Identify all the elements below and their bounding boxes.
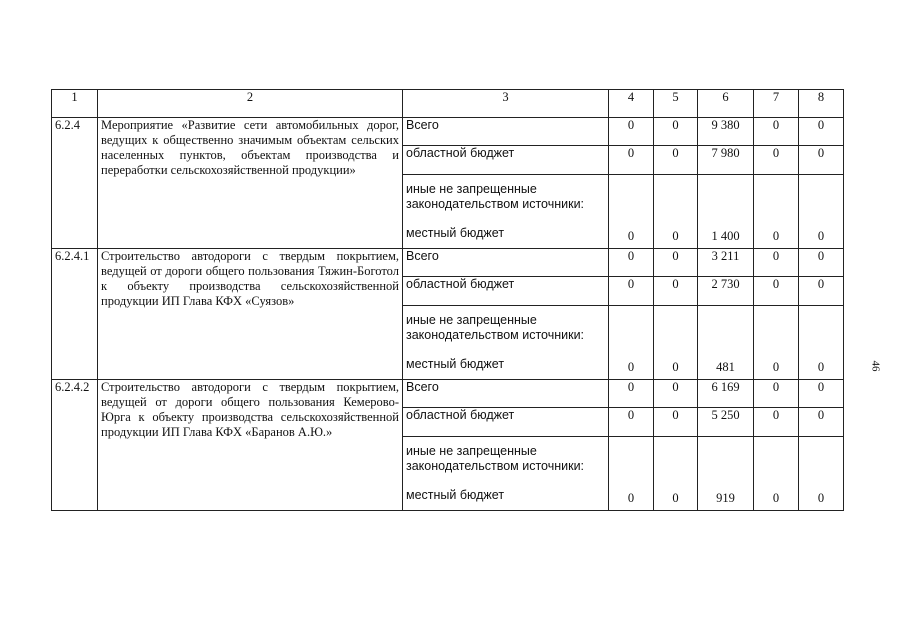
table-row [52, 118, 844, 146]
value-cell: 9 380 [698, 118, 754, 146]
source-other-local-label [403, 437, 609, 511]
value-cell: 0 [654, 437, 698, 511]
value-cell: 0 [654, 277, 698, 306]
item-description: Строительство автодороги с твердым покрытием, ведущей от дороги общего пользования Кемерово-Юрга к объекту производства сельскохозяйственной продукции ИП Глава КФХ «Баранов А.Ю.» [98, 380, 403, 511]
value-cell: 0 [609, 277, 654, 306]
value-cell: 0 [609, 118, 654, 146]
value-cell: 0 [609, 408, 654, 437]
value-cell: 0 [609, 437, 654, 511]
value-cell: 0 [754, 175, 799, 249]
value-cell: 0 [754, 408, 799, 437]
budget-table [51, 89, 844, 511]
value-cell: 0 [654, 306, 698, 380]
source-other-label: иные не запрещенные законодательством источники: [406, 444, 585, 473]
value-cell: 0 [799, 175, 844, 249]
source-other-local-label [403, 175, 609, 249]
value-cell: 0 [754, 146, 799, 175]
item-number: 6.2.4.2 [52, 380, 98, 511]
source-total-label: Всего [403, 380, 609, 408]
value-cell: 0 [754, 118, 799, 146]
value-cell: 0 [609, 306, 654, 380]
value-cell: 0 [609, 380, 654, 408]
source-regional-label: областной бюджет [403, 408, 609, 437]
value-cell: 0 [654, 118, 698, 146]
value-cell: 0 [609, 175, 654, 249]
header-cell: 4 [609, 90, 654, 118]
value-cell: 0 [799, 306, 844, 380]
value-cell: 0 [654, 408, 698, 437]
source-local-label: местный бюджет [406, 357, 505, 371]
value-cell: 3 211 [698, 249, 754, 277]
value-cell: 0 [799, 437, 844, 511]
header-row [52, 90, 844, 118]
table-row [52, 380, 844, 408]
source-total-label: Всего [403, 249, 609, 277]
header-cell: 7 [754, 90, 799, 118]
value-cell: 6 169 [698, 380, 754, 408]
value-cell: 919 [698, 437, 754, 511]
header-cell: 5 [654, 90, 698, 118]
header-cell: 8 [799, 90, 844, 118]
item-number: 6.2.4.1 [52, 249, 98, 380]
value-cell: 0 [799, 408, 844, 437]
page-number: 46 [869, 360, 882, 372]
value-cell: 5 250 [698, 408, 754, 437]
value-cell: 0 [754, 277, 799, 306]
value-cell: 0 [754, 380, 799, 408]
item-description: Строительство автодороги с твердым покрытием, ведущей от дороги общего пользования Тяжин-Боготол к объекту производства сельскохозяйственной продукции ИП Глава КФХ «Суязов» [98, 249, 403, 380]
value-cell: 0 [799, 118, 844, 146]
value-cell: 0 [754, 437, 799, 511]
item-description: Мероприятие «Развитие сети автомобильных дорог, ведущих к общественно значимым объектам сельских населенных пунктов, объектам производства и переработки сельскохозяйственной продукции» [98, 118, 403, 249]
value-cell: 0 [754, 306, 799, 380]
value-cell: 0 [799, 277, 844, 306]
header-cell: 6 [698, 90, 754, 118]
source-regional-label: областной бюджет [403, 146, 609, 175]
value-cell: 0 [799, 249, 844, 277]
value-cell: 0 [654, 380, 698, 408]
value-cell: 0 [754, 249, 799, 277]
source-other-label: иные не запрещенные законодательством источники: [406, 313, 585, 342]
header-cell: 1 [52, 90, 98, 118]
item-number: 6.2.4 [52, 118, 98, 249]
value-cell: 0 [609, 249, 654, 277]
source-total-label: Всего [403, 118, 609, 146]
header-cell: 2 [98, 90, 403, 118]
value-cell: 0 [609, 146, 654, 175]
value-cell: 1 400 [698, 175, 754, 249]
source-regional-label: областной бюджет [403, 277, 609, 306]
value-cell: 0 [799, 380, 844, 408]
header-cell: 3 [403, 90, 609, 118]
value-cell: 0 [654, 175, 698, 249]
source-local-label: местный бюджет [406, 226, 505, 240]
table-row [52, 249, 844, 277]
source-other-label: иные не запрещенные законодательством источники: [406, 182, 585, 211]
value-cell: 0 [799, 146, 844, 175]
value-cell: 2 730 [698, 277, 754, 306]
value-cell: 0 [654, 249, 698, 277]
source-local-label: местный бюджет [406, 488, 505, 502]
value-cell: 7 980 [698, 146, 754, 175]
value-cell: 481 [698, 306, 754, 380]
value-cell: 0 [654, 146, 698, 175]
source-other-local-label [403, 306, 609, 380]
